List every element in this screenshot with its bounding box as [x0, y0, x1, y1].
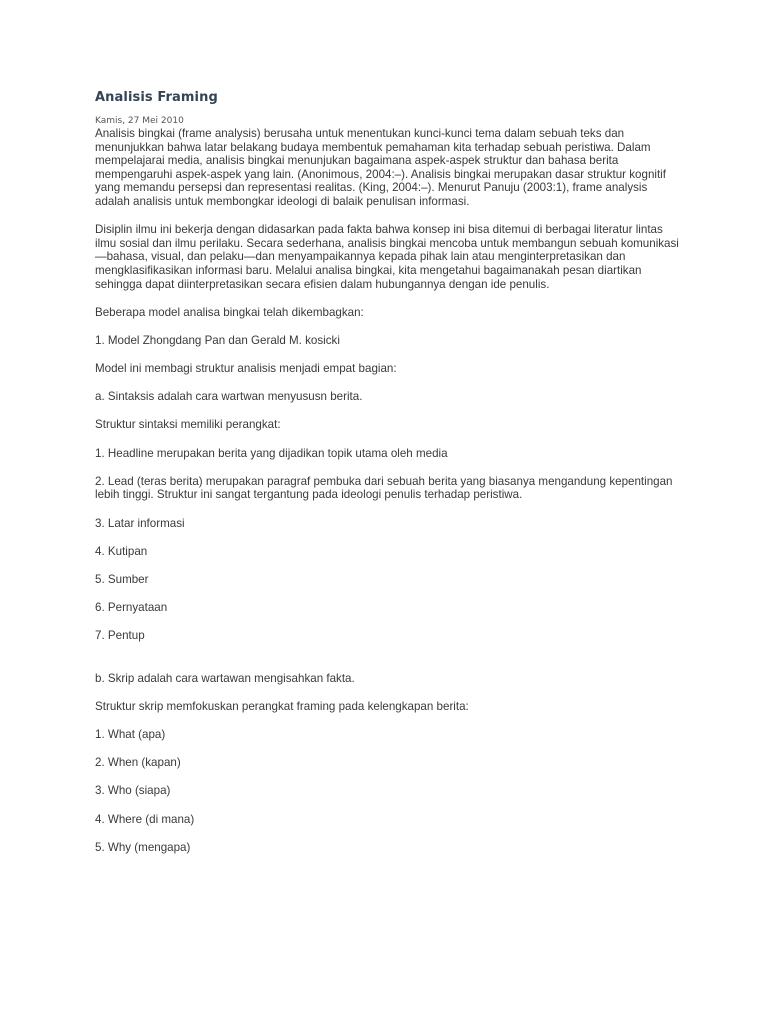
- list-item: 1. Headline merupakan berita yang dijadikan topik utama oleh media: [95, 446, 448, 460]
- list-item: 3. Who (siapa): [95, 784, 171, 798]
- paragraph: Model ini membagi struktur analisis menjadi empat bagian:: [95, 362, 397, 376]
- article: [95, 88, 685, 869]
- list-item: 3. Latar informasi: [95, 516, 185, 530]
- list-item: 2. Lead (teras berita) merupakan paragraf pembuka dari sebuah berita yang biasanya mengandung kepentingan lebih tinggi. Struktur ini sangat tergantung pada ideologi penulis terhadap peristiwa.: [95, 474, 673, 502]
- list-item: 1. What (apa): [95, 727, 166, 741]
- paragraph: Disiplin ilmu ini bekerja dengan didasarkan pada fakta bahwa konsep ini bisa ditemui di berbagai literatur lintas ilmu sosial dan ilmu perilaku. Secara sederhana, analisis bingkai mencoba untuk membangun sebuah komunikasi—bahasa, visual, dan pelaku—dan menyampaikannya kepada pihak lain atau menginterpretasikan dan mengklasifikasikan informasi baru. Melalui analisa bingkai, kita mengetahui bagaimanakah pesan diartikan sehingga dapat diinterpretasikan secara efisien dalam hubungannya dengan ide penulis.: [95, 223, 679, 291]
- list-item: 2. When (kapan): [95, 756, 181, 770]
- article-date: Kamis, 27 Mei 2010: [95, 116, 184, 126]
- article-body: [95, 127, 685, 854]
- article-title: Analisis Framing: [95, 90, 218, 105]
- paragraph: Struktur sintaksi memiliki perangkat:: [95, 418, 281, 432]
- paragraph: Analisis bingkai (frame analysis) berusaha untuk menentukan kunci-kunci tema dalam sebuah teks dan menunjukkan bahwa latar belakang budaya membentuk pemahaman kita terhadap sebuah peristiwa. Dalam mempelajarai media, analisis bingkai menunjukan bagaimana aspek-aspek struktur dan bahasa berita mempengaruhi aspek-aspek yang lain. (Anonimous, 2004:–). Analisis bingkai merupakan dasar struktur kognitif yang memandu persepsi dan representasi realitas. (King, 2004:–). Menurut Panuju (2003:1), frame analysis adalah analisis untuk membongkar ideologi di balaik penulisan informasi.: [95, 127, 666, 208]
- list-item: 5. Sumber: [95, 573, 149, 586]
- paragraph: Struktur skrip memfokuskan perangkat framing pada kelengkapan berita:: [95, 699, 469, 713]
- list-item: 7. Pentup: [95, 629, 145, 643]
- list-item: 6. Pernyataan: [95, 601, 168, 615]
- list-item: 4. Where (di mana): [95, 812, 195, 826]
- paragraph: Beberapa model analisa bingkai telah dikembagkan:: [95, 305, 364, 319]
- blank-line: [95, 658, 685, 672]
- paragraph: b. Skrip adalah cara wartawan mengisahkan fakta.: [95, 671, 355, 685]
- list-item: 4. Kutipan: [95, 544, 148, 558]
- paragraph: a. Sintaksis adalah cara wartwan menyususn berita.: [95, 390, 363, 404]
- list-item: 5. Why (mengapa): [95, 840, 191, 854]
- list-heading: 1. Model Zhongdang Pan dan Gerald M. kosicki: [95, 333, 340, 347]
